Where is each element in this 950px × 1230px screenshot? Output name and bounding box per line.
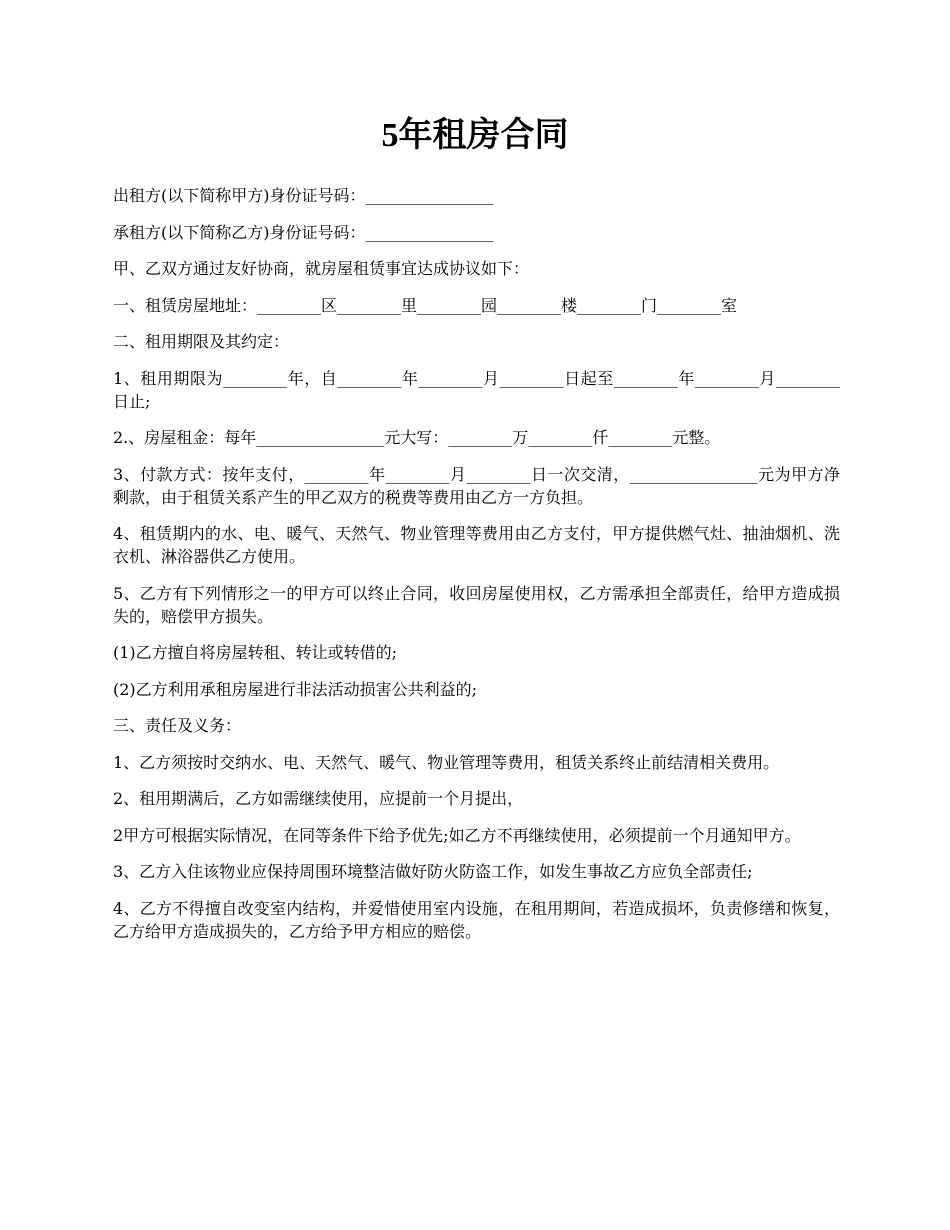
- section-heading-responsibilities: 三、责任及义务：: [113, 716, 242, 735]
- paragraph-responsibility-2-cont: 2甲方可根据实际情况，在同等条件下给予优先;如乙方不再继续使用，必须提前一个月通知甲方。: [113, 825, 801, 845]
- paragraph-house-address: 一、租赁房屋地址：________区________里________园________楼________门________室: [113, 295, 738, 315]
- paragraph-utilities: 4、租赁期内的水、电、暖气、天然气、物业管理等费用由乙方支付，甲方提供燃气灶、抽油烟机、洗衣机、淋浴器供乙方使用。: [113, 524, 840, 566]
- paragraph-rent: 2.、房屋租金：每年________________元大写：________万________仟________元整。: [113, 428, 721, 447]
- paragraph-lease-term: 1、租用期限为________年，自________年________月________日起至________年________月________日止;: [113, 368, 840, 411]
- paragraph-termination-case-1: (1)乙方擅自将房屋转租、转让或转借的;: [113, 643, 398, 662]
- paragraph-responsibility-1: 1、乙方须按时交纳水、电、天然气、暖气、物业管理等费用，租赁关系终止前结清相关费用。: [113, 752, 780, 772]
- paragraph-responsibility-2: 2、租用期满后，乙方如需继续使用，应提前一个月提出，: [113, 789, 524, 808]
- paragraph-termination-case-2: (2)乙方利用承租房屋进行非法活动损害公共利益的;: [113, 679, 478, 699]
- paragraph-lessee-id: 承租方(以下简称乙方)身份证号码：________________: [113, 222, 494, 242]
- document-title: 5年租房合同: [381, 117, 569, 154]
- paragraph-agreement-intro: 甲、乙双方通过友好协商，就房屋租赁事宜达成协议如下：: [113, 259, 530, 278]
- document-body: [113, 184, 840, 956]
- paragraph-termination: 5、乙方有下列情形之一的甲方可以终止合同，收回房屋使用权，乙方需承担全部责任，给甲方造成损失的，赔偿甲方损失。: [113, 583, 840, 626]
- paragraph-responsibility-4: 4、乙方不得擅自改变室内结构，并爱惜使用室内设施，在租用期间，若造成损坏，负责修缮和恢复，乙方给甲方造成损失的，乙方给予甲方相应的赔偿。: [113, 898, 840, 941]
- paragraph-responsibility-3: 3、乙方入住该物业应保持周围环境整洁做好防火防盗工作，如发生事故乙方应负全部责任;: [113, 862, 753, 881]
- section-heading-term: 二、租用期限及其约定：: [113, 332, 290, 351]
- paragraph-lessor-id: 出租方(以下简称甲方)身份证号码：________________: [113, 186, 494, 205]
- paragraph-payment-method: 3、付款方式：按年支付，________年________月________日一次交清，________________元为甲方净剩款，由于租赁关系产生的甲乙双方的税费等费用由乙方一方负担。: [113, 464, 840, 507]
